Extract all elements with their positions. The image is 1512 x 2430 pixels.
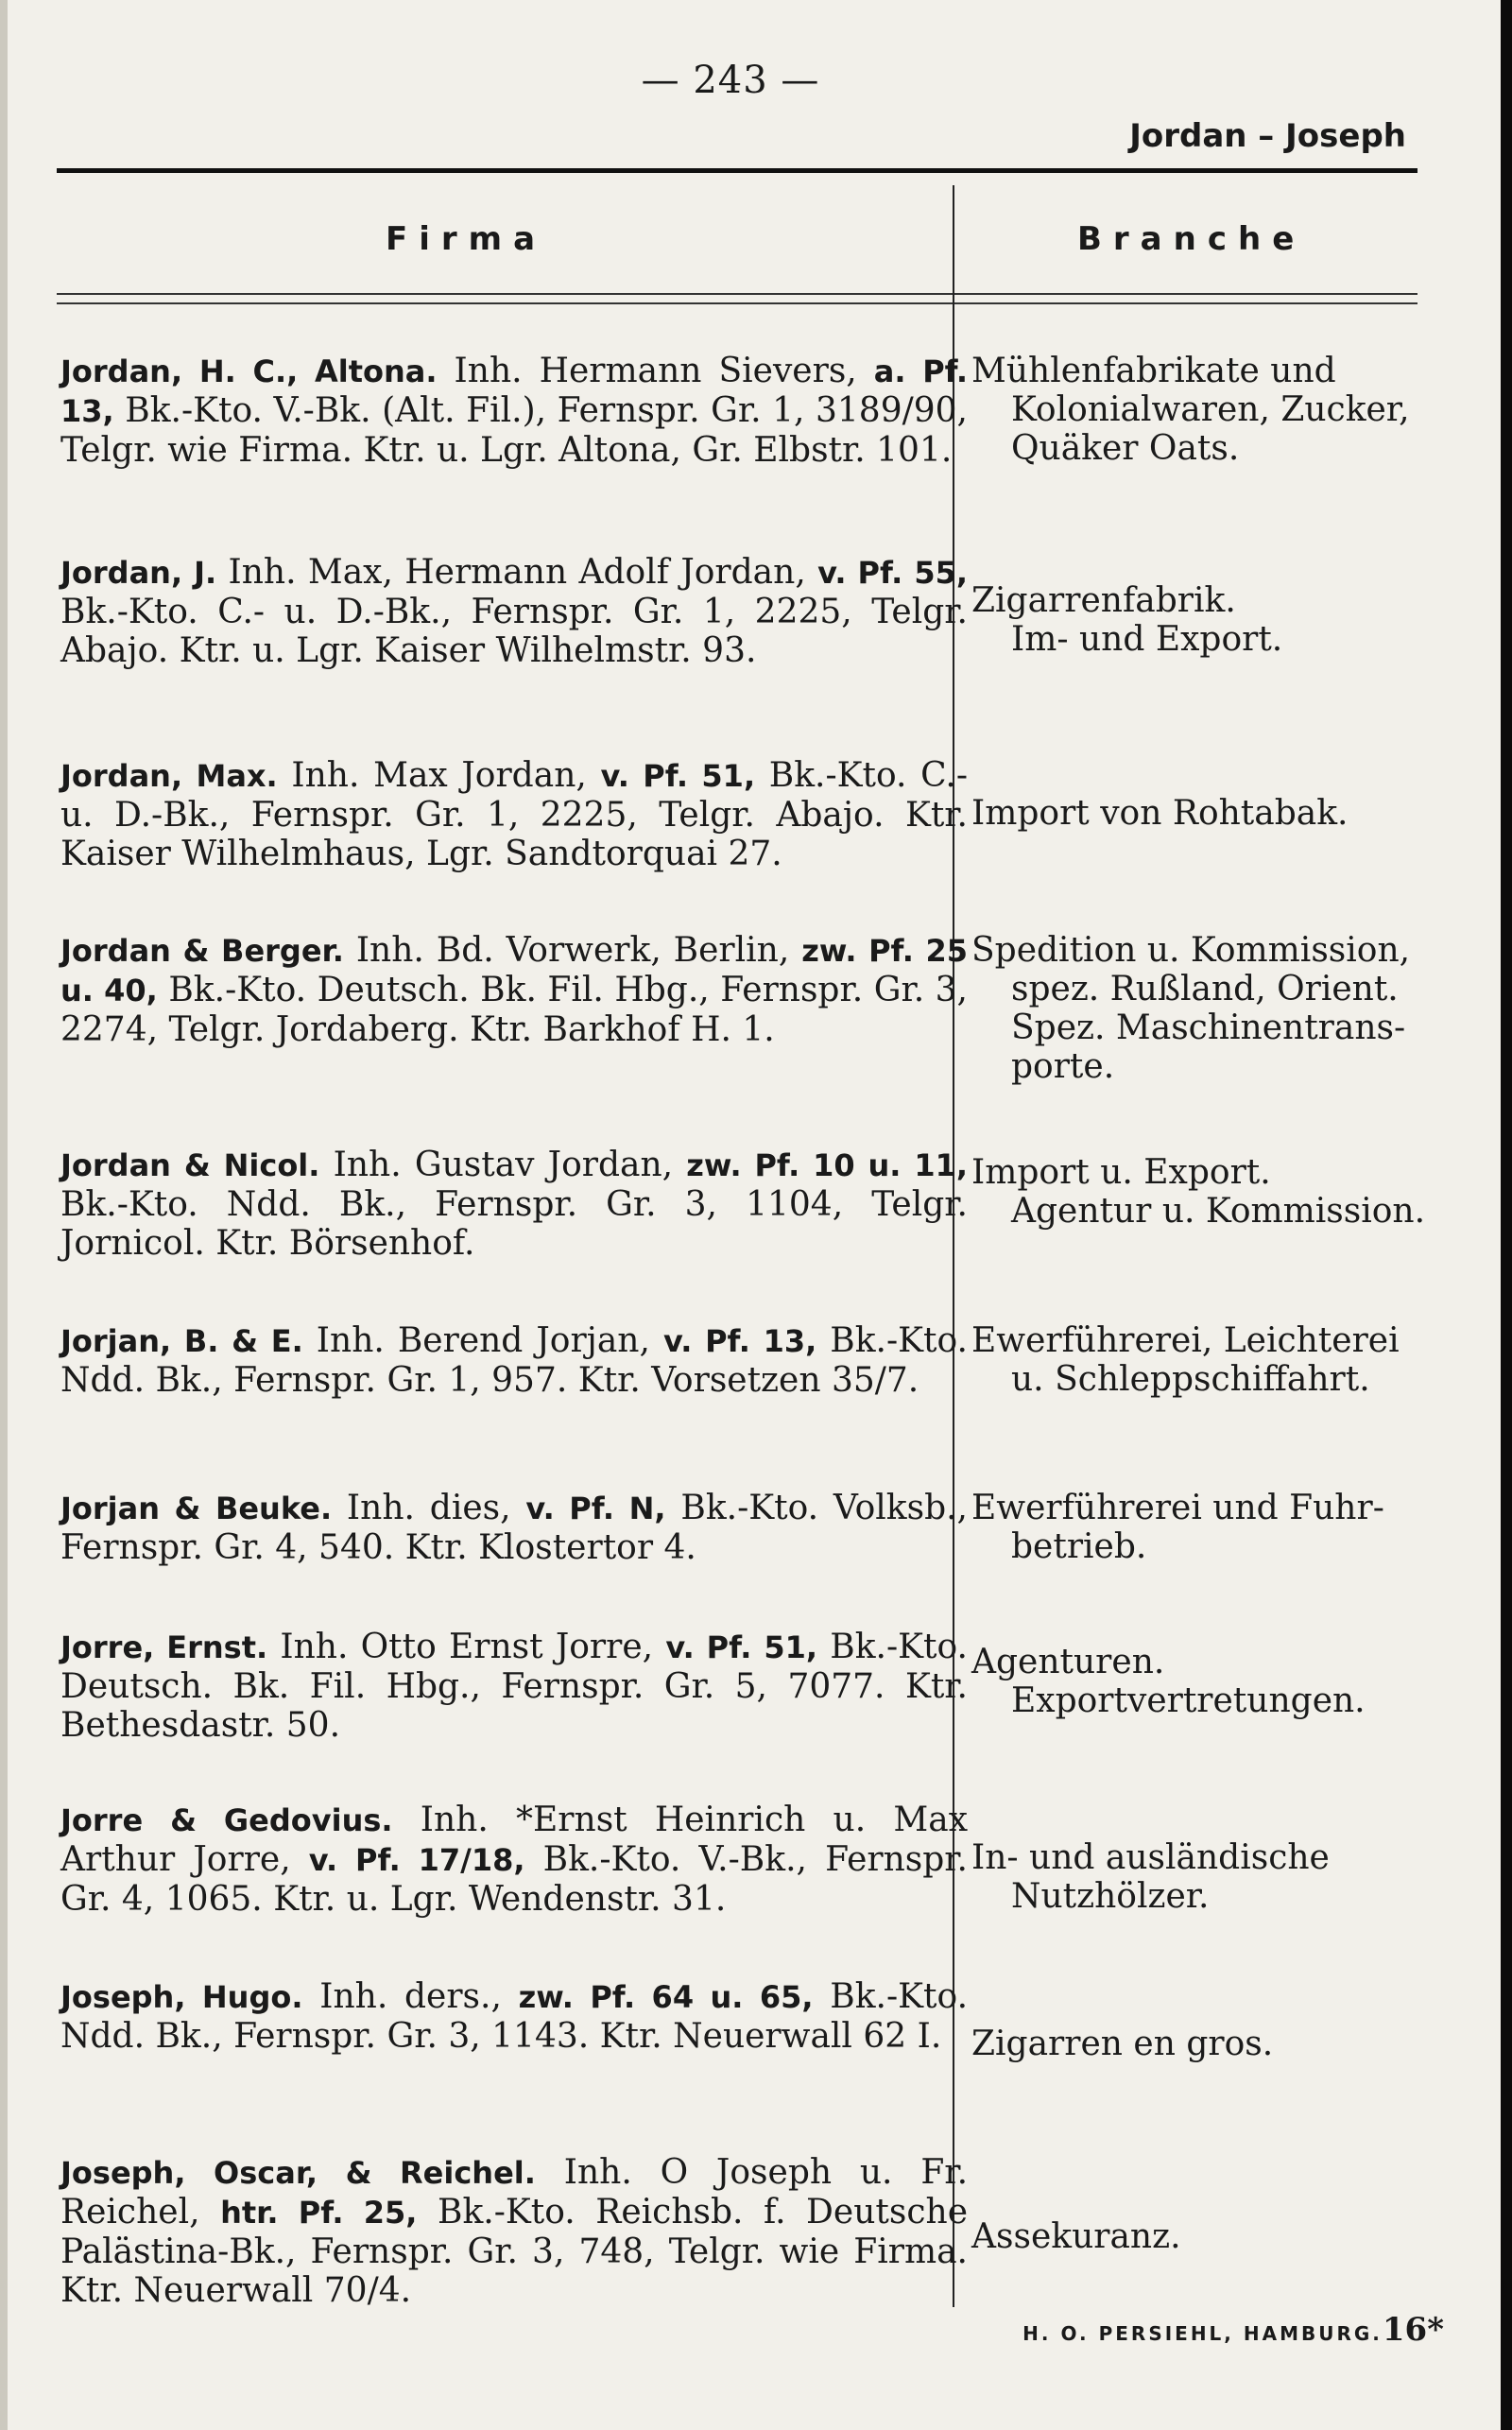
firm-owner: Inh. *Ernst Heinrich u. Max Arthur Jorre, xyxy=(60,1801,969,1879)
branche-line: In- und ausländische xyxy=(971,1838,1330,1877)
branche-line: Spez. Maschinentrans- xyxy=(1011,1008,1406,1047)
branche-text xyxy=(971,1153,1453,1231)
branche-line: Agentur u. Kommission. xyxy=(1011,1192,1426,1231)
postbox-number: zw. Pf. 10 u. 11, xyxy=(686,1147,969,1183)
branche-line: Mühlenfabrikate und xyxy=(971,352,1336,390)
postbox-number: v. Pf. 17/18, xyxy=(308,1842,525,1878)
header-rule-upper xyxy=(57,293,1418,295)
firm-owner: Inh. Max Jordan, xyxy=(277,756,601,795)
firm-name: Jordan, H. C., Altona. xyxy=(60,353,438,389)
printer-name: H. O. PERSIEHL, HAMBURG. xyxy=(1022,2322,1383,2345)
firm-owner: Inh. ders., xyxy=(302,1977,519,2016)
branche-line: Ewerführerei und Fuhr- xyxy=(971,1489,1384,1527)
firm-name: Jorre, Ernst. xyxy=(60,1629,268,1665)
branche-text xyxy=(971,1321,1453,1399)
branche-line: Exportvertretungen. xyxy=(1011,1681,1366,1720)
branche-line: Spedition u. Kommission, xyxy=(971,931,1411,970)
postbox-number: v. Pf. 51, xyxy=(665,1629,818,1665)
branche-text xyxy=(971,352,1453,468)
branche-line: Zigarren en gros. xyxy=(971,2025,1274,2063)
firm-owner: Inh. Max, Hermann Adolf Jordan, xyxy=(216,553,818,592)
postbox-number: zw. Pf. 64 u. 65, xyxy=(518,1979,814,2015)
firm-details: Bk.-Kto. Deutsch. Bk. Fil. Hbg., Fernspr. Gr. 3, 2274, Telgr. Jordaberg. Ktr. Barkhof H. 1. xyxy=(60,971,969,1049)
postbox-number: v. Pf. 13, xyxy=(662,1323,817,1359)
header-rule-lower xyxy=(57,302,1418,304)
firm-details: Bk.-Kto. V.-Bk., Fernspr. Gr. 4, 1065. Ktr. u. Lgr. Wendenstr. 31. xyxy=(60,1840,968,1919)
branche-text xyxy=(971,1489,1453,1566)
firma-text xyxy=(60,756,968,873)
column-header-branche: Branche xyxy=(1077,220,1306,258)
firm-details: Bk.-Kto. Ndd. Bk., Fernspr. Gr. 1, 957. Ktr. Vorsetzen 35/7. xyxy=(60,1321,969,1400)
firma-text xyxy=(60,1321,968,1400)
firm-name: Jorjan & Beuke. xyxy=(60,1491,333,1526)
branche-text xyxy=(971,794,1453,833)
firma-text xyxy=(60,1977,968,2056)
branche-line: Ewerführerei, Leichterei xyxy=(971,1321,1400,1360)
firm-name: Jorjan, B. & E. xyxy=(60,1323,303,1359)
branche-line: betrieb. xyxy=(1011,1527,1147,1566)
firm-details: Bk.-Kto. V.-Bk. (Alt. Fil.), Fernspr. Gr. 1, 3189/90, Telgr. wie Firma. Ktr. u. Lgr. Altona, Gr. Elbstr. 101. xyxy=(60,391,968,470)
firm-owner: Inh. Hermann Sievers, xyxy=(437,352,874,390)
firma-text xyxy=(60,1146,968,1263)
firma-text xyxy=(60,2153,968,2310)
firm-name: Joseph, Oscar, & Reichel. xyxy=(60,2155,536,2191)
firm-details: Bk.-Kto. Ndd. Bk., Fernspr. Gr. 3, 1104, Telgr. Jornicol. Ktr. Börsenhof. xyxy=(60,1185,968,1263)
firm-name: Joseph, Hugo. xyxy=(60,1979,303,2015)
firma-text xyxy=(60,931,968,1049)
firm-details: Bk.-Kto. Reichsb. f. Deutsche Palästina-Bk., Fernspr. Gr. 3, 748, Telgr. wie Firma. Ktr. Neuerwall 70/4. xyxy=(60,2193,968,2310)
firm-name: Jordan, Max. xyxy=(60,758,278,794)
firma-text xyxy=(60,1489,968,1567)
branche-text xyxy=(971,581,1453,659)
firma-text xyxy=(60,352,968,470)
branche-line: Import u. Export. xyxy=(971,1153,1271,1192)
firma-text xyxy=(60,553,968,670)
printer-imprint xyxy=(1022,2311,1444,2349)
branche-text xyxy=(971,931,1453,1086)
branche-text xyxy=(971,1838,1453,1916)
branche-line: Zigarrenfabrik. xyxy=(971,581,1236,620)
firm-owner: Inh. Gustav Jordan, xyxy=(319,1146,687,1184)
postbox-number: htr. Pf. 25, xyxy=(220,2195,418,2231)
firm-name: Jordan & Berger. xyxy=(60,933,344,969)
firm-owner: Inh. dies, xyxy=(332,1489,526,1527)
running-head: Jordan – Joseph xyxy=(1129,117,1406,155)
branche-line: u. Schleppschiffahrt. xyxy=(1011,1360,1370,1399)
branche-line: Agenturen. xyxy=(971,1643,1165,1681)
firm-details: Bk.-Kto. C.- u. D.-Bk., Fernspr. Gr. 1, 2225, Telgr. Abajo. Ktr. Kaiser Wilhelmhaus, Lgr. Sandtorquai 27. xyxy=(60,756,969,873)
firm-owner: Inh. Berend Jorjan, xyxy=(302,1321,663,1360)
firm-owner: Inh. O Joseph u. Fr. Reichel, xyxy=(60,2153,969,2232)
column-header-firma: Firma xyxy=(386,220,547,258)
branche-text xyxy=(971,2025,1453,2063)
branche-line: Quäker Oats. xyxy=(1011,429,1240,468)
postbox-number: zw. Pf. 25 u. 40, xyxy=(60,933,969,1008)
branche-line: spez. Rußland, Orient. xyxy=(1011,970,1399,1008)
postbox-number: v. Pf. N, xyxy=(525,1491,666,1526)
branche-line: Assekuranz. xyxy=(971,2217,1181,2256)
firm-name: Jorre & Gedovius. xyxy=(60,1802,393,1838)
firm-details: Bk.-Kto. C.- u. D.-Bk., Fernspr. Gr. 1, 2225, Telgr. Abajo. Ktr. u. Lgr. Kaiser Wilhelmstr. 93. xyxy=(60,593,968,670)
postbox-number: a. Pf. 13, xyxy=(60,353,969,429)
postbox-number: v. Pf. 51, xyxy=(600,758,756,794)
branche-text xyxy=(971,1643,1453,1720)
page-number: — 243 — xyxy=(641,59,820,102)
firma-text xyxy=(60,1628,968,1745)
firm-details: Bk.-Kto. Deutsch. Bk. Fil. Hbg., Fernspr. Gr. 5, 7077. Ktr. Bethesdastr. 50. xyxy=(60,1628,968,1745)
firm-details: Bk.-Kto. Ndd. Bk., Fernspr. Gr. 3, 1143. Ktr. Neuerwall 62 I. xyxy=(60,1977,969,2056)
firm-owner: Inh. Otto Ernst Jorre, xyxy=(267,1628,666,1666)
branche-line: Kolonialwaren, Zucker, xyxy=(1011,390,1410,429)
postbox-number: v. Pf. 55, xyxy=(817,555,968,591)
branche-text xyxy=(971,2217,1453,2256)
firm-name: Jordan, J. xyxy=(60,555,217,591)
branche-line: Import von Rohtabak. xyxy=(971,794,1349,833)
firma-text xyxy=(60,1801,968,1919)
branche-line: porte. xyxy=(1011,1047,1115,1086)
top-rule xyxy=(57,168,1418,173)
signature-mark: 16* xyxy=(1382,2311,1444,2349)
firm-name: Jordan & Nicol. xyxy=(60,1147,320,1183)
branche-line: Nutzhölzer. xyxy=(1011,1877,1210,1916)
branche-line: Im- und Export. xyxy=(1011,620,1283,659)
firm-owner: Inh. Bd. Vorwerk, Berlin, xyxy=(343,931,802,970)
scan-edge xyxy=(1501,0,1512,2430)
firm-details: Bk.-Kto. Volksb., Fernspr. Gr. 4, 540. Ktr. Klostertor 4. xyxy=(60,1489,969,1567)
